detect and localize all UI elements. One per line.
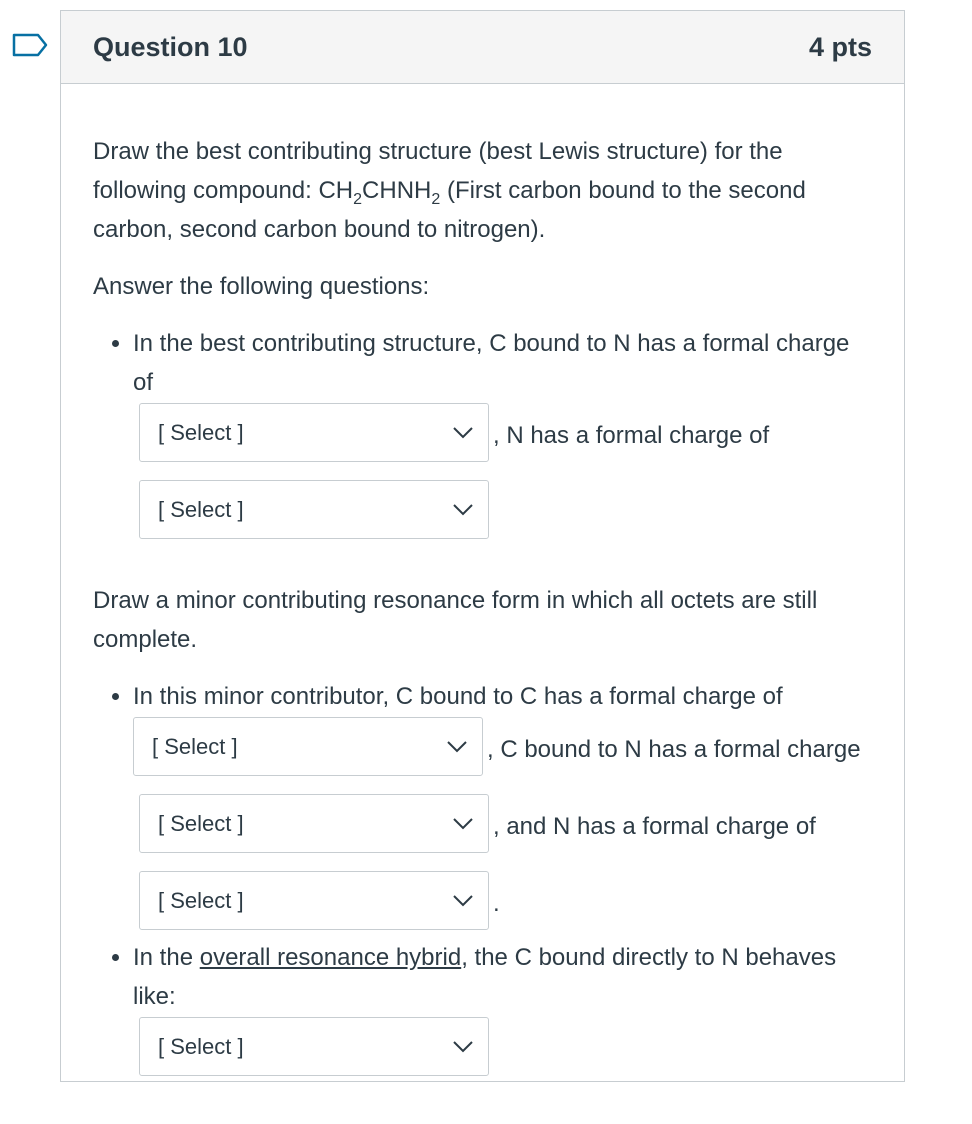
bullet-resonance-hybrid: • In the overall resonance hybrid, the C bound directly to N behaves like: [133,938,872,1016]
bullet-list-3 [93,938,872,1016]
minor-prompt: Draw a minor contributing resonance form in which all octets are still complete. [93,587,818,653]
question-points: 4 pts [808,31,872,62]
bullet-list-1 [93,324,872,402]
select-n-minor-formal-charge[interactable]: [ Select ] [139,871,489,930]
bullet-best-structure: • In the best contributing structure, C bound to N has a formal charge of [133,324,872,402]
chevron-down-icon [452,894,474,908]
question-title: Question 10 [93,31,248,62]
select-cn-minor-formal-charge[interactable]: [ Select ] [139,794,489,853]
question-body: Draw the best contributing structure (best Lewis structure) for the following compound: $CH_2CHNH_2$ (First carbon bound to the second carbon, second carbon bound to nitrogen). Answer the following questions: • In the best contributing structure, C bound to N has a formal charge of [ Select ] , N has a formal charge of [ Select ] Draw a minor contributing resonance form in which all octets are still complete. • In this minor contributor, C bound to C has a formal charge of [ Select ] , C bound to N has a formal charge [ Select ] , and N has a formal charge of [ Select ] . • In the overall resonance hybrid, the C bound directly to N behaves like: [ Select ] [61,84,904,1088]
question-card [60,10,905,1082]
resonance-hybrid-link[interactable]: overall resonance hybrid [199,944,462,971]
chevron-down-icon [452,817,474,831]
chevron-down-icon [446,740,468,754]
select-hybrid-behavior[interactable]: [ Select ] [139,1017,489,1076]
chevron-down-icon [452,1040,474,1054]
question-header [61,11,904,84]
select-cn-formal-charge[interactable]: [ Select ] [139,403,489,462]
bullet-minor-contributor: • In this minor contributor, C bound to C has a formal charge of [133,677,872,716]
select-n-formal-charge[interactable]: [ Select ] [139,480,489,539]
answer-prompt: Answer the following questions: [93,273,430,300]
intro-text: Draw the best contributing structure (best Lewis structure) for the following compound: $CH_2CHNH_2$ (First carbon bound to the second carbon, second carbon bound to nitrogen). [93,138,806,243]
chevron-down-icon [452,426,474,440]
select-cc-formal-charge[interactable]: [ Select ] [133,717,483,776]
bookmark-flag-icon[interactable] [12,33,48,57]
chevron-down-icon [452,503,474,517]
